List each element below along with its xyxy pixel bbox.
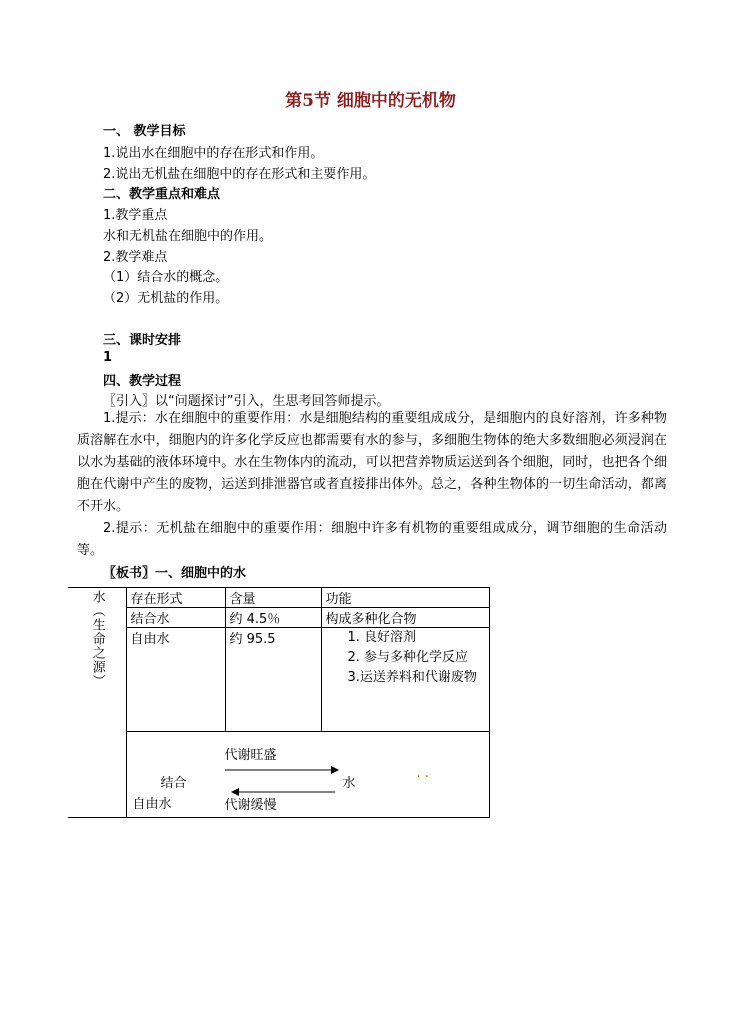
difficulty-item: （2）无机盐的作用。 xyxy=(103,291,229,306)
objective-item: 2.说出无机盐在细胞中的存在形式和主要作用。 xyxy=(103,167,376,182)
row-header-cell xyxy=(68,588,126,818)
cell-function: 构成多种化合物 xyxy=(321,608,489,628)
intro-line: 〖引入〗以“问题探讨”引入，生思考回答师提示。 xyxy=(103,394,390,409)
cycle-dots: . . xyxy=(416,766,429,781)
cycle-arrows xyxy=(223,762,343,796)
paragraph-salt-role: 2.提示：无机盐在细胞中的重要作用：细胞中许多有机物的重要组成成分，调节细胞的生命活动等。 xyxy=(77,521,667,558)
section-heading-objectives: 一、 教学目标 xyxy=(103,124,186,139)
water-cycle-diagram xyxy=(126,732,489,818)
table-row xyxy=(68,732,489,818)
cycle-top-label: 代谢旺盛 xyxy=(224,748,277,763)
cell-amount: 约 95.5 xyxy=(225,628,321,732)
column-header: 存在形式 xyxy=(126,588,225,608)
schedule-value: 1 xyxy=(103,350,113,365)
table-row xyxy=(68,608,489,628)
table-row xyxy=(68,588,489,608)
section-heading-key-points: 二、教学重点和难点 xyxy=(103,187,221,202)
section-heading-process: 四、教学过程 xyxy=(103,374,182,389)
section-heading-schedule: 三、课时安排 xyxy=(103,333,182,348)
cycle-right-label: 水 xyxy=(342,776,356,791)
function-item: 3.运送养料和代谢废物 xyxy=(347,670,477,685)
paragraph-water-role: 1.提示：水在细胞中的重要作用：水是细胞结构的重要组成成分，是细胞内的良好溶剂，许多种物质溶解在水中，细胞内的许多化学反应也都需要有水的参与，多细胞生物体的绝大多数细胞必须浸润在以水为基础的液体环境中。水在生物体内的流动，可以把营养物质运送到各个细胞，同时，也把各个细胞在代谢中产生的废物，运送到排泄器官或者直接排出体外。总之，各种生物体的一切生命活动，都离不开水。 xyxy=(77,411,667,514)
row-header-label: 水（生命之源） xyxy=(89,590,105,688)
board-heading: 〖板书〗一、细胞中的水 xyxy=(103,566,247,581)
arrow-right-head-icon xyxy=(331,766,339,774)
cycle-left-bottom-label: 自由水 xyxy=(132,797,172,812)
water-table xyxy=(68,587,490,818)
cell-function-list xyxy=(321,628,489,732)
table-row xyxy=(68,628,489,732)
function-item-text: 2. 参与多种化学反应 xyxy=(347,650,469,665)
cell-form: 结合水 xyxy=(126,608,225,628)
key-point-label: 1.教学重点 xyxy=(103,208,168,223)
column-header: 含量 xyxy=(225,588,321,608)
function-item: 1. 良好溶剂 xyxy=(347,630,417,645)
cell-amount: 约 4.5％ xyxy=(225,608,321,628)
function-item xyxy=(326,648,487,668)
cycle-bottom-label: 代谢缓慢 xyxy=(224,798,277,813)
difficulty-label: 2.教学难点 xyxy=(103,250,168,265)
cell-form: 自由水 xyxy=(126,628,225,732)
cycle-left-top-label: 结合 xyxy=(160,776,187,791)
page-title: 第5节 细胞中的无机物 xyxy=(285,91,456,111)
column-header: 功能 xyxy=(321,588,489,608)
objective-item: 1.说出水在细胞中的存在形式和作用。 xyxy=(103,146,324,161)
key-point-text: 水和无机盐在细胞中的作用。 xyxy=(103,229,273,244)
difficulty-item: （1）结合水的概念。 xyxy=(103,270,229,285)
